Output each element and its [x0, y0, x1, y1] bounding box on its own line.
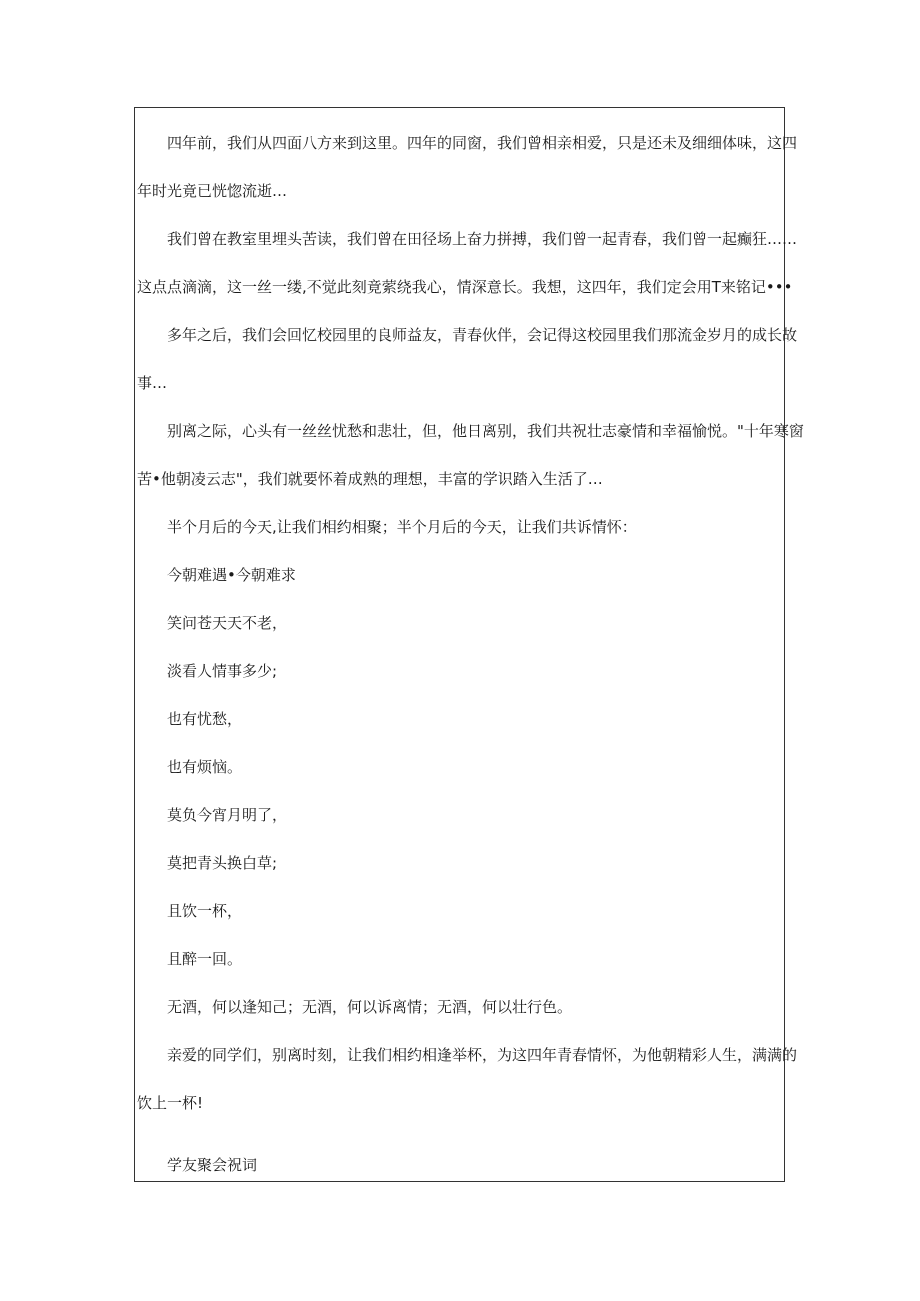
- paragraph-4-line-2: 苦•他朝凌云志"，我们就要怀着成熟的理想，丰富的学识踏入生活了…: [137, 470, 603, 488]
- paragraph-1-line-2: 年时光竟已恍惚流逝…: [137, 182, 288, 200]
- paragraph-4-line-1: 别离之际，心头有一丝丝忧愁和悲壮，但，他日离别，我们共祝壮志豪情和幸福愉悦。"十年寒窗: [167, 422, 804, 440]
- poem-title: 今朝难遇•今朝难求: [167, 566, 296, 584]
- poem-line: 也有烦恼。: [167, 758, 243, 776]
- poem-line: 笑问苍天天不老，: [167, 614, 288, 632]
- closing-paragraph-line-2: 饮上一杯!: [137, 1094, 204, 1112]
- poem-line: 也有忧愁，: [167, 710, 243, 728]
- poem-line: 莫负今宵月明了，: [167, 806, 288, 824]
- poem-line: 且醉一回。: [167, 950, 243, 968]
- paragraph-3-line-2: 事…: [137, 374, 168, 392]
- paragraph-2-line-2: 这点点滴滴，这一丝一缕,不觉此刻竟萦绕我心，情深意长。我想，这四年，我们定会用T来铭记•••: [137, 278, 793, 296]
- section-heading: 学友聚会祝词: [167, 1156, 258, 1174]
- poem-line: 莫把青头换白草;: [167, 854, 278, 872]
- paragraph-2-line-1: 我们曾在教室里埋头苦读，我们曾在田径场上奋力拼搏，我们曾一起青春，我们曾一起癫狂……: [167, 230, 798, 248]
- poem-line: 无酒，何以逢知己；无酒，何以诉离情；无酒，何以壮行色。: [167, 998, 573, 1016]
- paragraph-3-line-1: 多年之后，我们会回忆校园里的良师益友，青春伙伴，会记得这校园里我们那流金岁月的成长故: [167, 326, 798, 344]
- poem-line: 且饮一杯，: [167, 902, 243, 920]
- poem-line: 淡看人情事多少;: [167, 662, 278, 680]
- paragraph-1-line-1: 四年前，我们从四面八方来到这里。四年的同窗，我们曾相亲相爱，只是还未及细细体味，这四: [167, 134, 798, 152]
- closing-paragraph-line-1: 亲爱的同学们，别离时刻，让我们相约相逢举杯，为这四年青春情怀，为他朝精彩人生，满满的: [167, 1046, 798, 1064]
- page-border: [134, 107, 804, 1182]
- paragraph-5: 半个月后的今天,让我们相约相聚；半个月后的今天，让我们共诉情怀：: [167, 518, 637, 536]
